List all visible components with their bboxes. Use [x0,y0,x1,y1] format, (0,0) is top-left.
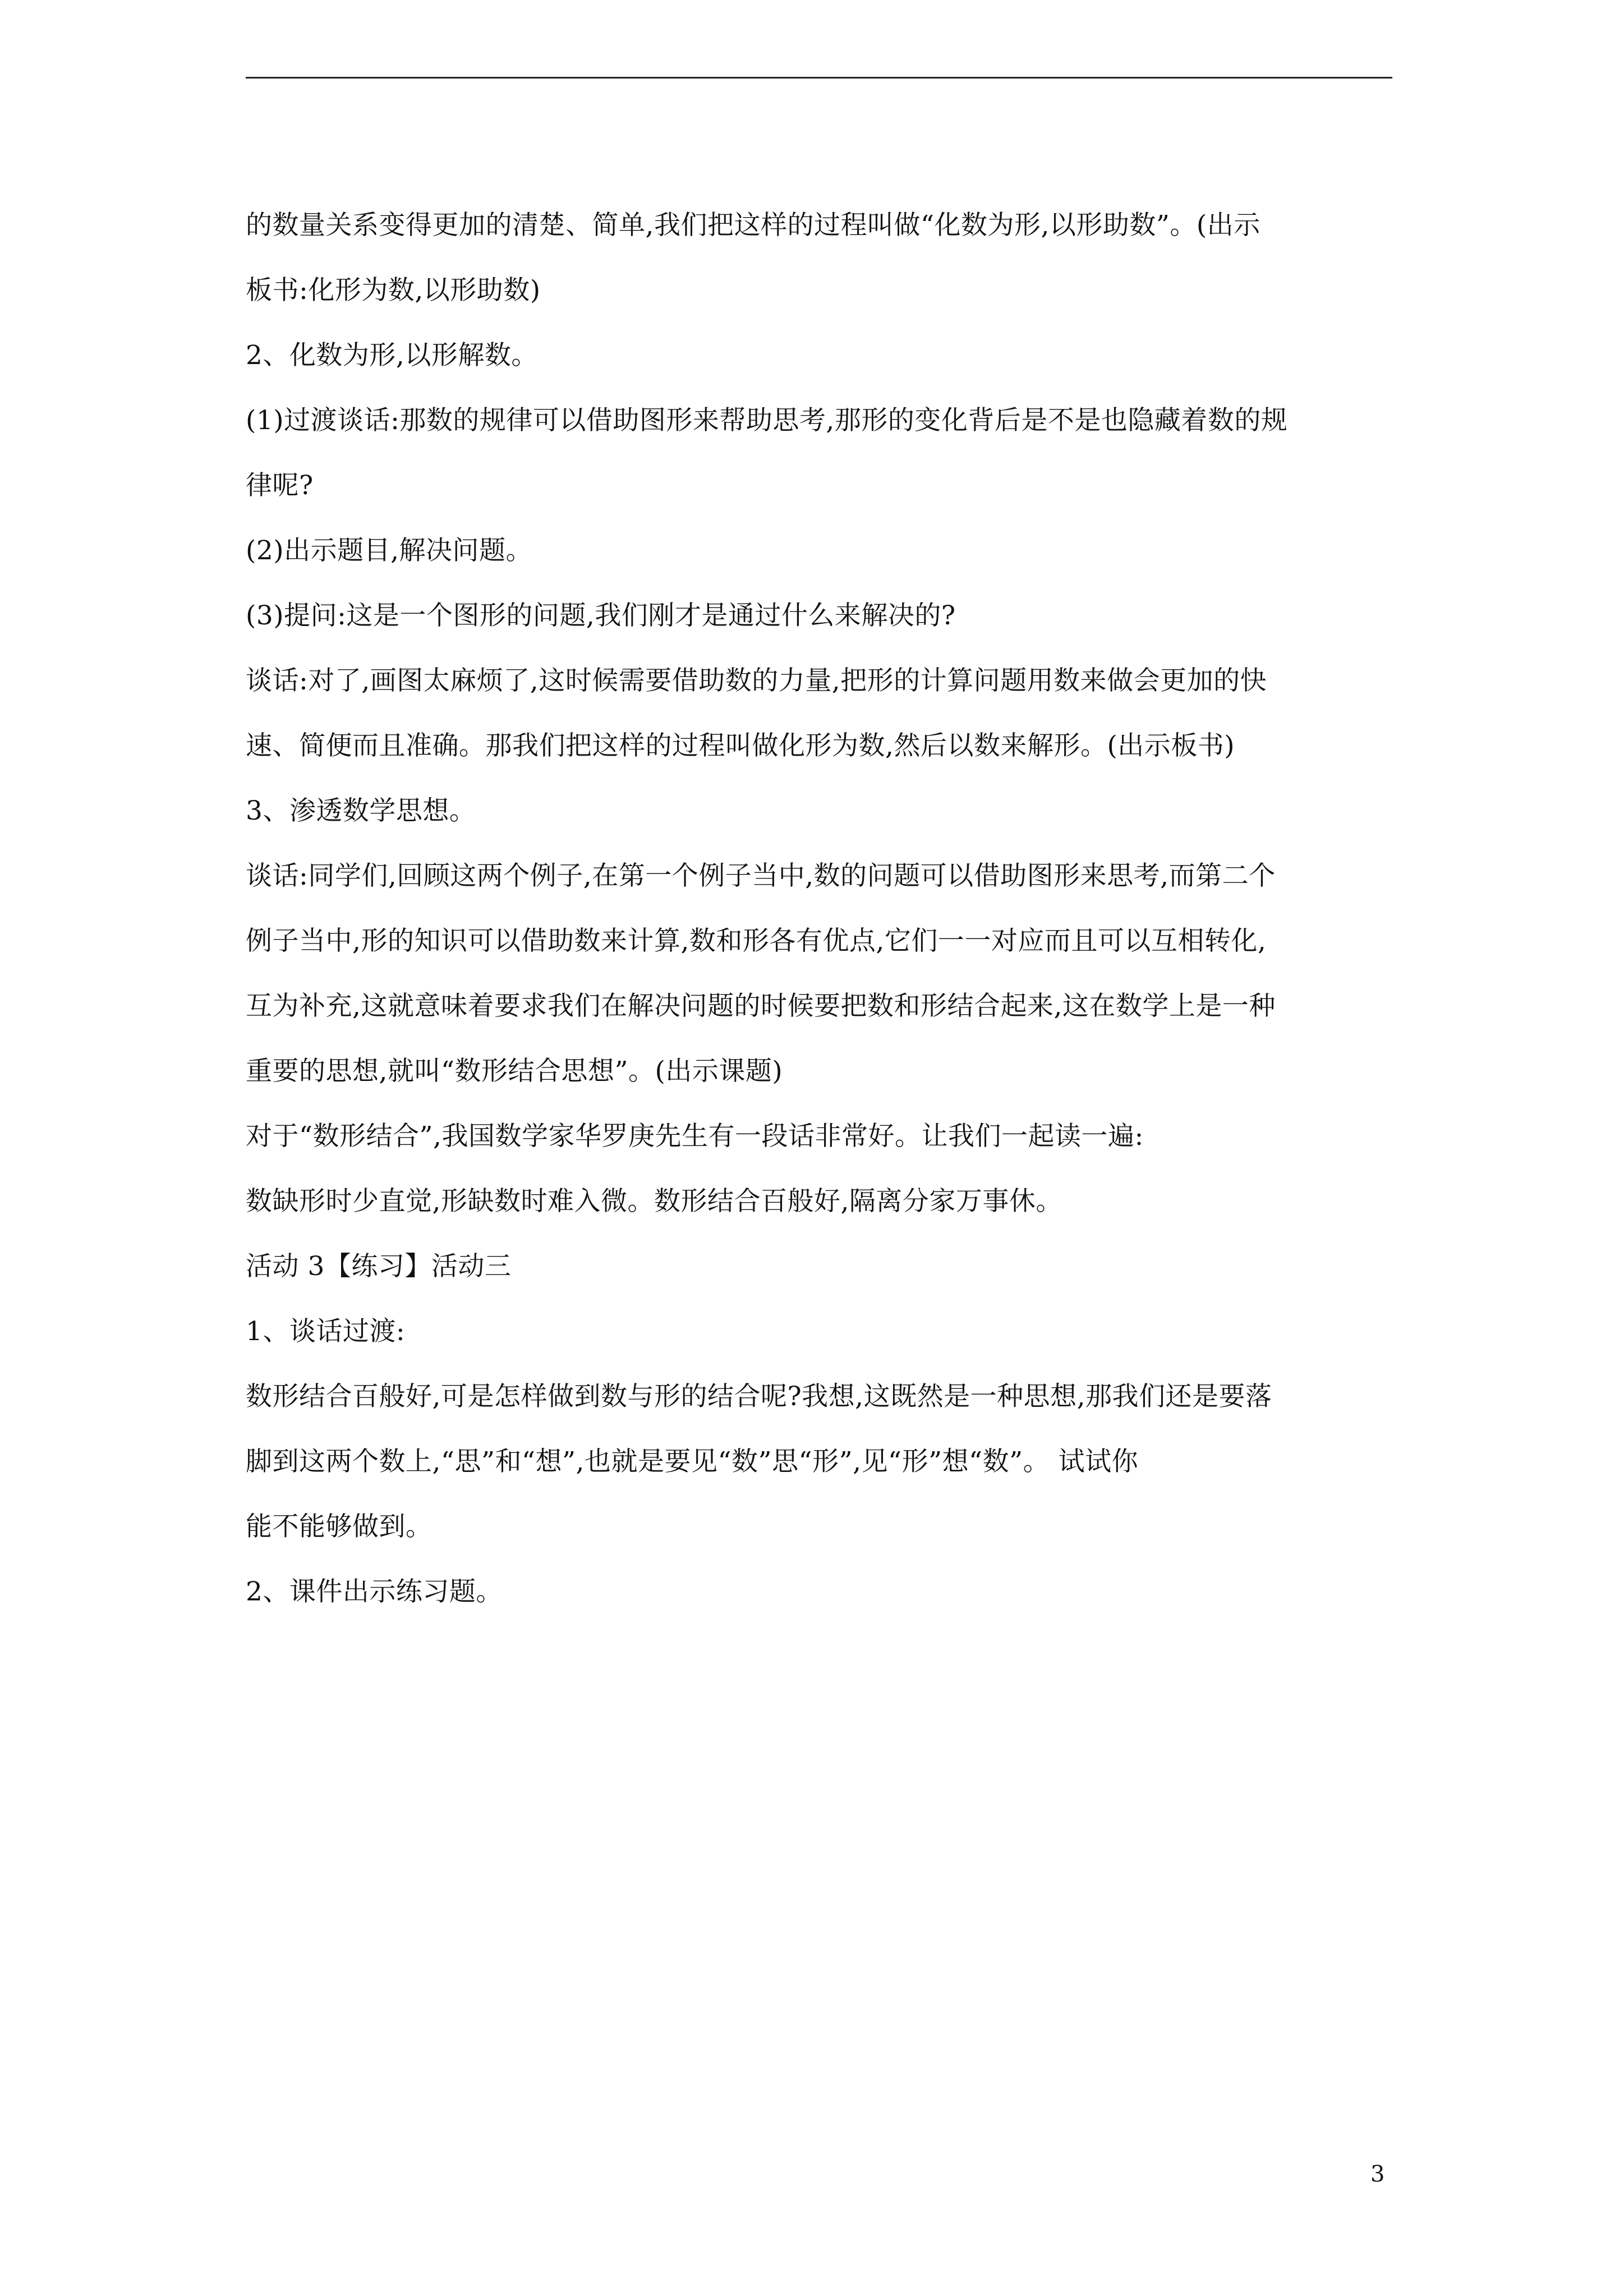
text-line: 速、简便而且准确。那我们把这样的过程叫做化形为数,然后以数来解形。(出示板书) [246,730,1235,761]
quote-line: 数缺形时少直觉,形缺数时难入微。数形结合百般好,隔离分家万事休。 [246,1186,1062,1217]
text-line: 互为补充,这就意味着要求我们在解决问题的时候要把数和形结合起来,这在数学上是一种 [246,991,1276,1022]
text-line: 脚到这两个数上,“思”和“想”,也就是要见“数”思“形”,见“形”想“数”。 试试你 [246,1446,1139,1477]
section-heading: 1、谈话过渡: [246,1316,406,1347]
text-line: 重要的思想,就叫“数形结合思想”。(出示课题) [246,1056,783,1087]
text-line: 谈话:同学们,回顾这两个例子,在第一个例子当中,数的问题可以借助图形来思考,而第二个 [246,861,1276,891]
header-rule [246,77,1392,79]
text-line: 的数量关系变得更加的清楚、简单,我们把这样的过程叫做“化数为形,以形助数”。(出示 [246,210,1260,241]
text-line: 数形结合百般好,可是怎样做到数与形的结合呢?我想,这既然是一种思想,那我们还是要落 [246,1381,1272,1412]
text-line: 例子当中,形的知识可以借助数来计算,数和形各有优点,它们一一对应而且可以互相转化, [246,926,1267,956]
document-body [246,210,1392,1641]
section-heading: 3、渗透数学思想。 [246,795,476,826]
text-line: 能不能够做到。 [246,1511,433,1542]
text-line: 律呢? [246,470,314,501]
page-number: 3 [1370,2161,1385,2187]
activity-heading: 活动 3【练习】活动三 [246,1251,512,1282]
text-line: (2)出示题目,解决问题。 [246,535,533,566]
text-line: 对于“数形结合”,我国数学家华罗庚先生有一段话非常好。让我们一起读一遍: [246,1121,1144,1152]
section-heading: 2、化数为形,以形解数。 [246,340,538,371]
text-line: 板书:化形为数,以形助数) [246,275,541,306]
text-line: 谈话:对了,画图太麻烦了,这时候需要借助数的力量,把形的计算问题用数来做会更加的快 [246,665,1267,696]
text-line: (1)过渡谈话:那数的规律可以借助图形来帮助思考,那形的变化背后是不是也隐藏着数的规 [246,405,1288,436]
section-heading: 2、课件出示练习题。 [246,1576,503,1607]
text-line: (3)提问:这是一个图形的问题,我们刚才是通过什么来解决的? [246,600,956,631]
